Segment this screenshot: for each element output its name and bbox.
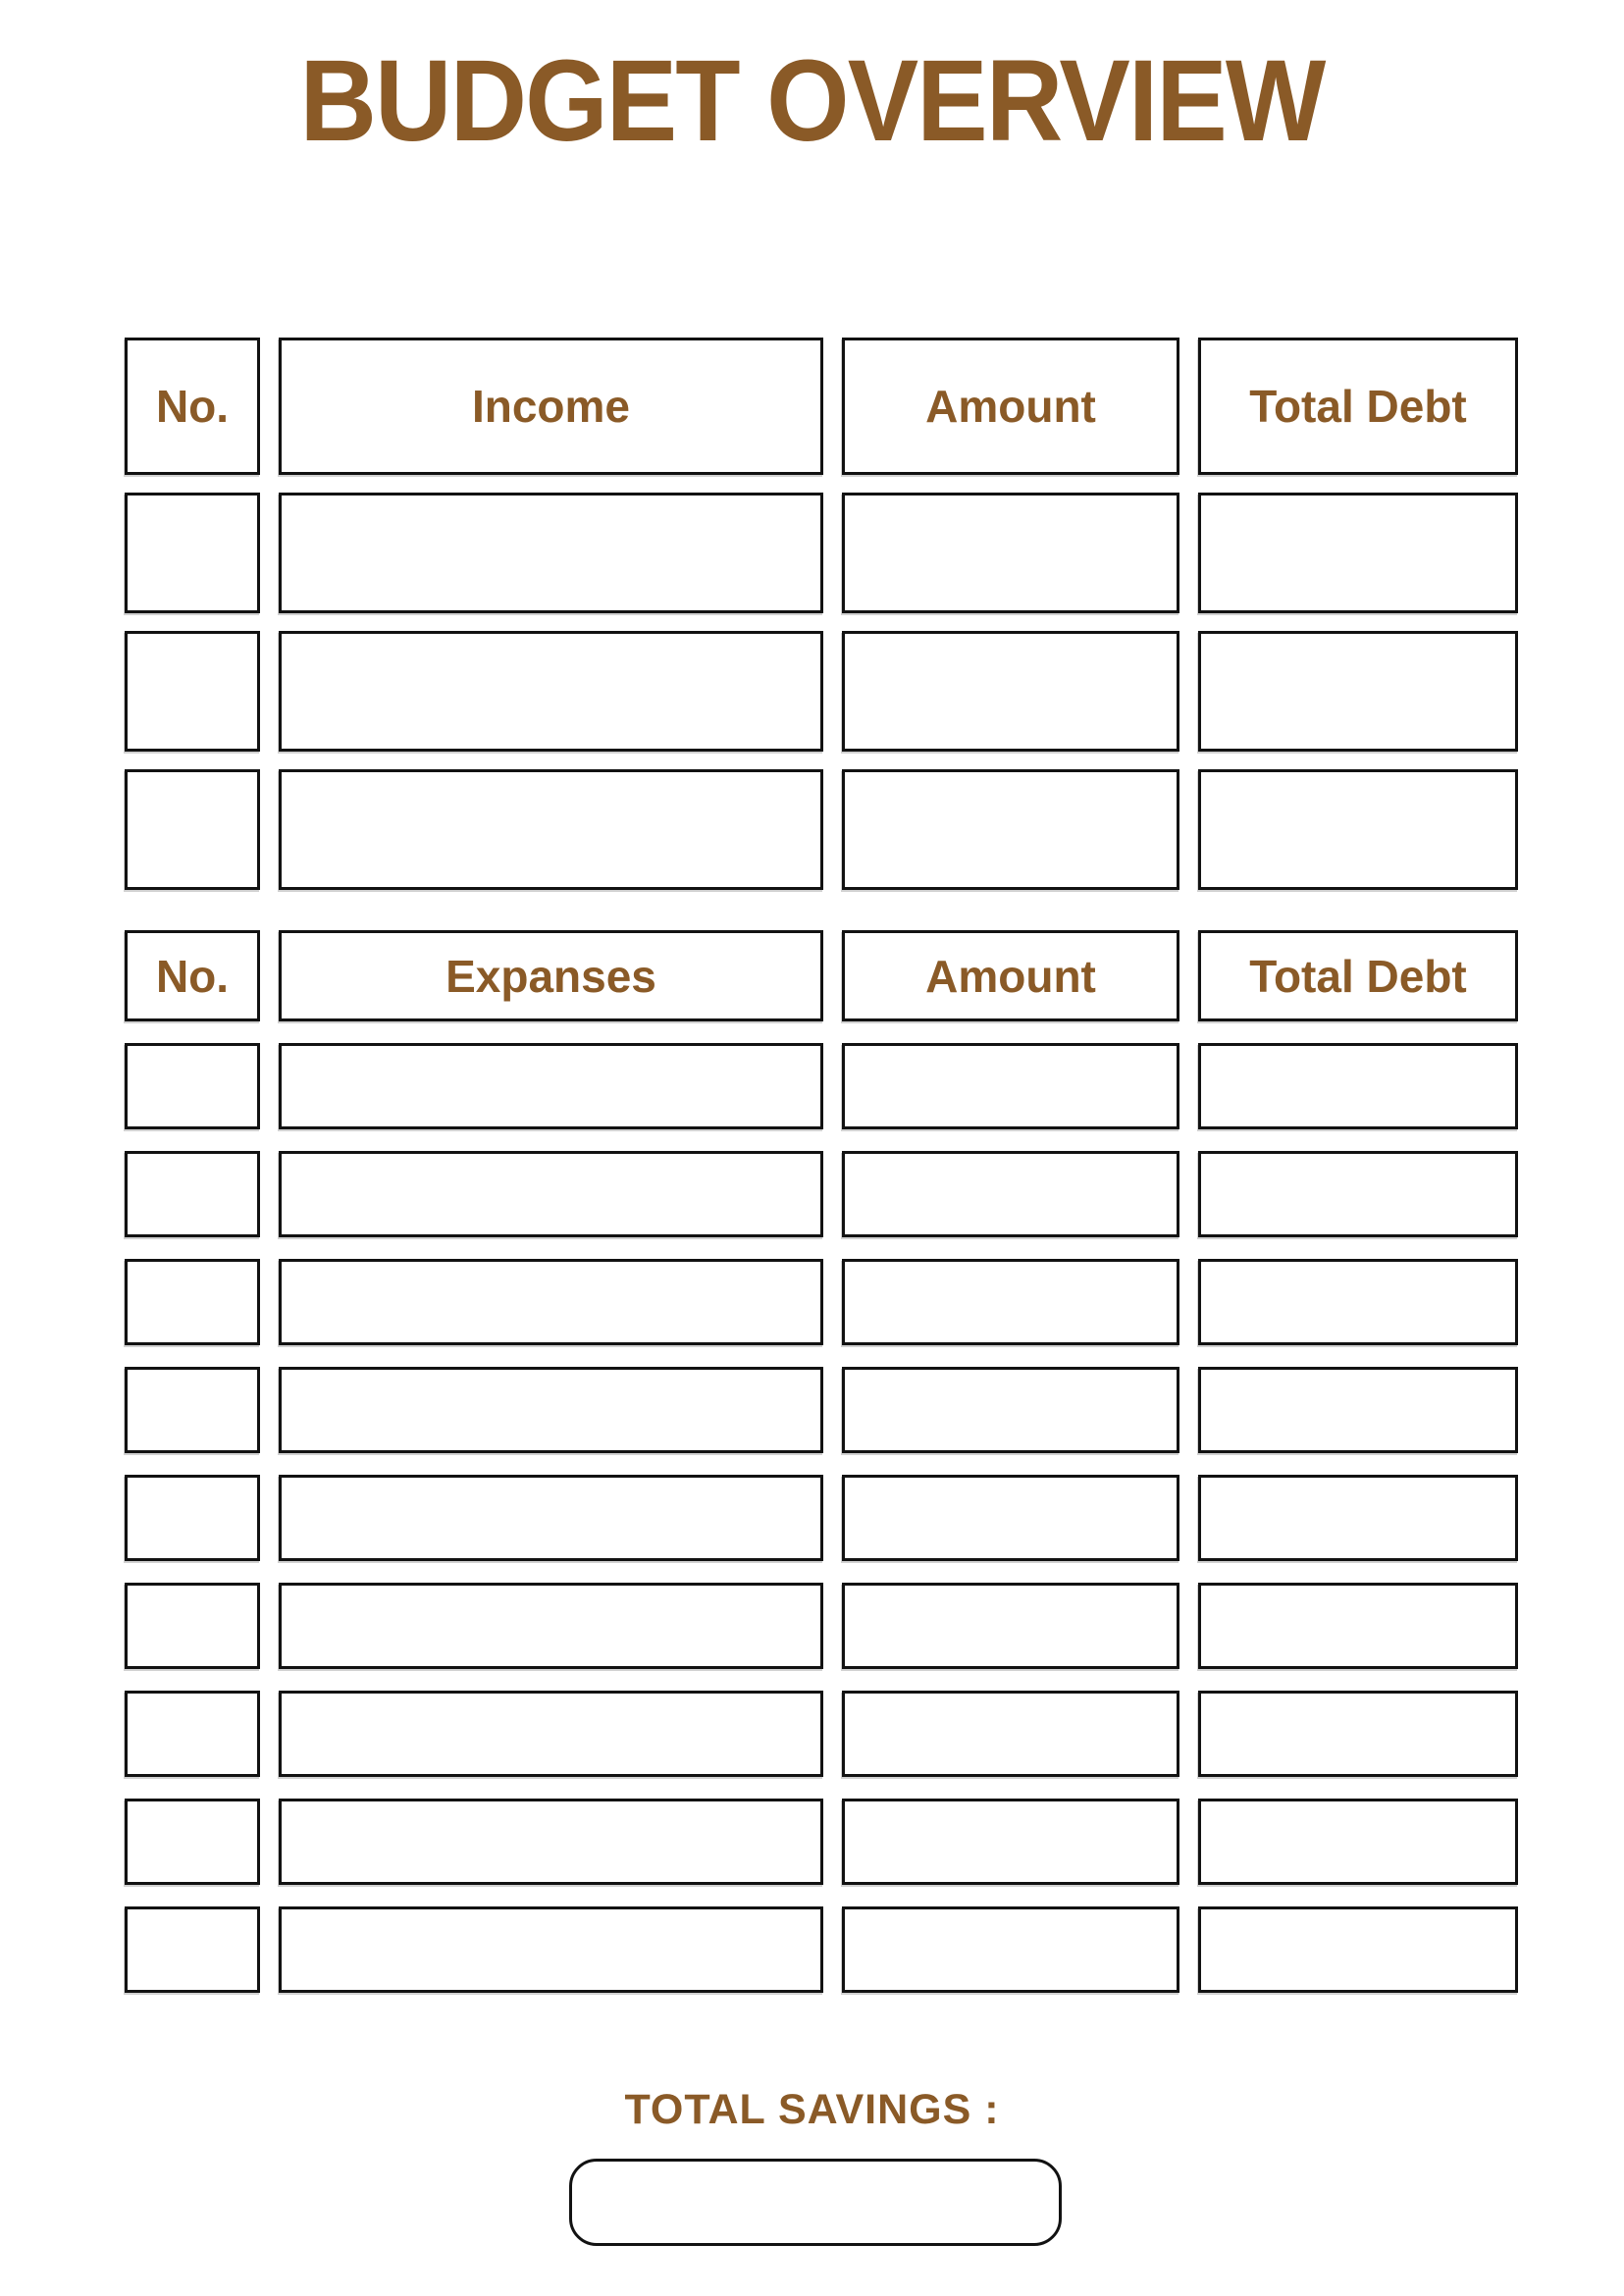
expense-row-no-cell[interactable] <box>125 1151 260 1237</box>
expense-row-category-cell[interactable] <box>279 1583 823 1669</box>
expense-row-category-cell[interactable] <box>279 1151 823 1237</box>
expenses-header-category: Expanses <box>279 930 823 1021</box>
income-table <box>125 338 1518 890</box>
expense-row-amount-cell[interactable] <box>842 1906 1179 1993</box>
expense-row-category-cell[interactable] <box>279 1043 823 1129</box>
expense-row-no-cell[interactable] <box>125 1043 260 1129</box>
income-row-total-debt-cell[interactable] <box>1198 769 1518 890</box>
expense-row-amount-cell[interactable] <box>842 1259 1179 1345</box>
expense-row-category-cell[interactable] <box>279 1367 823 1453</box>
expense-row-no-cell[interactable] <box>125 1583 260 1669</box>
expense-row-amount-cell[interactable] <box>842 1151 1179 1237</box>
expense-row-category-cell[interactable] <box>279 1799 823 1885</box>
expense-row-amount-cell[interactable] <box>842 1475 1179 1561</box>
expense-row-total-debt-cell[interactable] <box>1198 1367 1518 1453</box>
income-row-no-cell[interactable] <box>125 493 260 613</box>
income-row-category-cell[interactable] <box>279 769 823 890</box>
expense-row-amount-cell[interactable] <box>842 1799 1179 1885</box>
expense-row-total-debt-cell[interactable] <box>1198 1151 1518 1237</box>
expense-row-amount-cell[interactable] <box>842 1043 1179 1129</box>
expense-row-total-debt-cell[interactable] <box>1198 1043 1518 1129</box>
expense-row-category-cell[interactable] <box>279 1259 823 1345</box>
income-row-category-cell[interactable] <box>279 631 823 752</box>
income-row-amount-cell[interactable] <box>842 631 1179 752</box>
expense-row-total-debt-cell[interactable] <box>1198 1799 1518 1885</box>
income-row-category-cell[interactable] <box>279 493 823 613</box>
expense-row-no-cell[interactable] <box>125 1906 260 1993</box>
expenses-header-amount: Amount <box>842 930 1179 1021</box>
expense-row-total-debt-cell[interactable] <box>1198 1475 1518 1561</box>
income-row-total-debt-cell[interactable] <box>1198 631 1518 752</box>
income-header-category: Income <box>279 338 823 475</box>
income-row-amount-cell[interactable] <box>842 493 1179 613</box>
page-title: BUDGET OVERVIEW <box>299 36 1325 166</box>
expense-row-amount-cell[interactable] <box>842 1691 1179 1777</box>
income-header-no: No. <box>125 338 260 475</box>
income-header-amount: Amount <box>842 338 1179 475</box>
expense-row-no-cell[interactable] <box>125 1691 260 1777</box>
expense-row-category-cell[interactable] <box>279 1906 823 1993</box>
expense-row-total-debt-cell[interactable] <box>1198 1583 1518 1669</box>
expenses-table <box>125 930 1518 1993</box>
income-row-total-debt-cell[interactable] <box>1198 493 1518 613</box>
total-savings-input-box[interactable] <box>569 2159 1062 2246</box>
income-row-no-cell[interactable] <box>125 631 260 752</box>
income-header-total-debt: Total Debt <box>1198 338 1518 475</box>
income-row-amount-cell[interactable] <box>842 769 1179 890</box>
expense-row-total-debt-cell[interactable] <box>1198 1259 1518 1345</box>
expense-row-amount-cell[interactable] <box>842 1583 1179 1669</box>
total-savings-label: TOTAL SAVINGS : <box>624 2086 1000 2133</box>
expense-row-category-cell[interactable] <box>279 1475 823 1561</box>
expenses-header-no: No. <box>125 930 260 1021</box>
expense-row-category-cell[interactable] <box>279 1691 823 1777</box>
income-row-no-cell[interactable] <box>125 769 260 890</box>
expense-row-no-cell[interactable] <box>125 1367 260 1453</box>
expenses-header-total-debt: Total Debt <box>1198 930 1518 1021</box>
expense-row-amount-cell[interactable] <box>842 1367 1179 1453</box>
expense-row-total-debt-cell[interactable] <box>1198 1691 1518 1777</box>
expense-row-total-debt-cell[interactable] <box>1198 1906 1518 1993</box>
expense-row-no-cell[interactable] <box>125 1799 260 1885</box>
expense-row-no-cell[interactable] <box>125 1259 260 1345</box>
expense-row-no-cell[interactable] <box>125 1475 260 1561</box>
